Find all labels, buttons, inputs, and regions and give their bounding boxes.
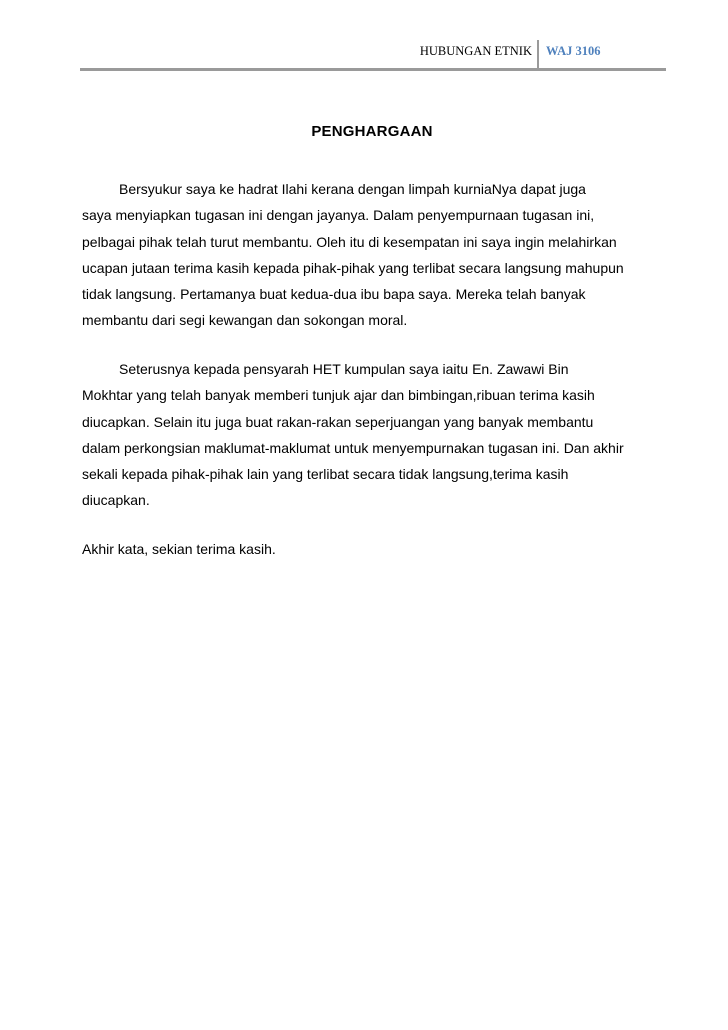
header-course-name: HUBUNGAN ETNIK (419, 44, 532, 58)
paragraph-line: Bersyukur saya ke hadrat Ilahi kerana dengan limpah kurniaNya dapat juga (119, 181, 586, 197)
paragraph-line: Seterusnya kepada pensyarah HET kumpulan saya iaitu En. Zawawi Bin (119, 361, 569, 377)
paragraph-closing (82, 536, 672, 562)
paragraph-line: diucapkan. Selain itu juga buat rakan-rakan seperjuangan yang banyak membantu (82, 413, 594, 430)
paragraph-acknowledgement-2 (82, 356, 672, 514)
header-separator (537, 40, 539, 68)
paragraph-line: membantu dari segi kewangan dan sokongan moral. (82, 312, 408, 329)
paragraph-line: diucapkan. (82, 492, 150, 509)
paragraph-line: Mokhtar yang telah banyak memberi tunjuk ajar dan bimbingan,ribuan terima kasih (82, 387, 595, 404)
paragraph-line: dalam perkongsian maklumat-maklumat untuk menyempurnakan tugasan ini. Dan akhir (82, 439, 624, 456)
paragraph-line: sekali kepada pihak-pihak lain yang terlibat secara tidak langsung,terima kasih (82, 466, 569, 483)
header-course-code: WAJ 3106 (546, 44, 601, 58)
header-rule (80, 68, 666, 71)
paragraph-line: tidak langsung. Pertamanya buat kedua-dua ibu bapa saya. Mereka telah banyak (82, 286, 586, 303)
paragraph-line: Akhir kata, sekian terima kasih. (82, 541, 276, 557)
paragraph-line: saya menyiapkan tugasan ini dengan jayanya. Dalam penyempurnaan tugasan ini, (82, 207, 595, 224)
paragraph-line: pelbagai pihak telah turut membantu. Oleh itu di kesempatan ini saya ingin melahirkan (82, 233, 617, 250)
paragraph-acknowledgement-1 (82, 176, 672, 334)
page-title: PENGHARGAAN (311, 123, 433, 140)
paragraph-line: ucapan jutaan terima kasih kepada pihak-pihak yang terlibat secara langsung mahupun (82, 259, 624, 276)
